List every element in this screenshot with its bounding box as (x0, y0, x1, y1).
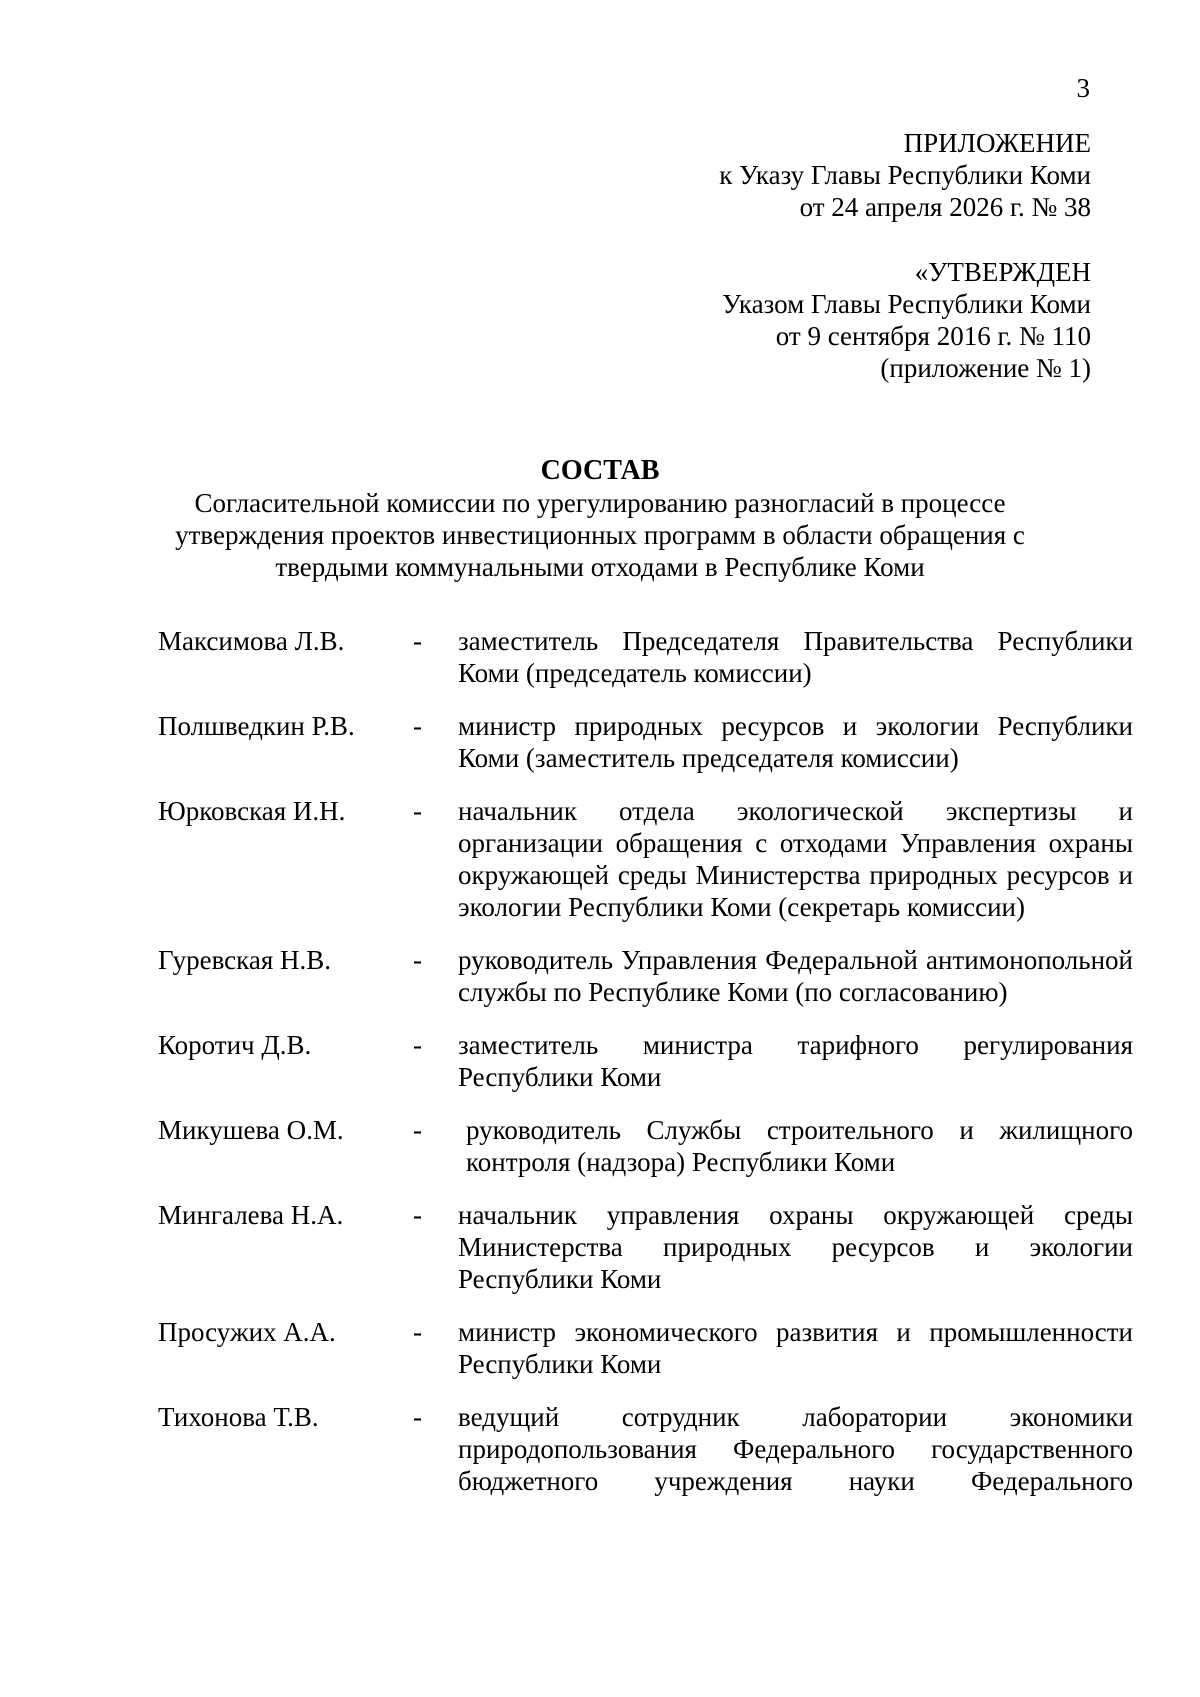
member-row (158, 1114, 1133, 1178)
member-row (158, 710, 1133, 774)
document-title (100, 455, 1100, 583)
member-row (158, 1401, 1133, 1497)
member-dash: - (413, 1200, 422, 1230)
member-row (158, 795, 1133, 923)
member-row (158, 1199, 1133, 1295)
member-dash: - (413, 1030, 422, 1060)
appendix-decree-ref: к Указу Главы Республики Коми (719, 160, 1091, 190)
member-role: начальник управления охраны окружающей среды Министерства природных ресурсов и экологии Республики Коми (458, 1200, 1133, 1294)
member-dash: - (413, 945, 422, 975)
member-name: Юрковская И.Н. (158, 796, 346, 826)
member-name: Мингалева Н.А. (158, 1200, 344, 1230)
member-role: министр природных ресурсов и экологии Республики Коми (заместитель председателя комиссии) (458, 711, 1133, 773)
member-role: заместитель министра тарифного регулирования Республики Коми (458, 1030, 1133, 1092)
member-row (158, 1029, 1133, 1093)
title-main: СОСТАВ (540, 455, 660, 486)
member-dash: - (413, 711, 422, 741)
member-role: руководитель Службы строительного и жилищного контроля (надзора) Республики Коми (466, 1115, 1133, 1177)
appendix-header (719, 127, 1091, 223)
approved-decree-date: от 9 сентября 2016 г. № 110 (775, 321, 1091, 351)
member-dash: - (413, 1115, 422, 1145)
appendix-title: ПРИЛОЖЕНИЕ (903, 128, 1091, 158)
member-role: министр экономического развития и промышленности Республики Коми (458, 1317, 1133, 1379)
title-line-2: утверждения проектов инвестиционных программ в области обращения с (175, 520, 1025, 550)
member-row (158, 625, 1133, 689)
approved-decree-ref: Указом Главы Республики Коми (722, 289, 1091, 319)
member-row (158, 1316, 1133, 1380)
member-name: Тихонова Т.В. (158, 1402, 319, 1432)
member-role: руководитель Управления Федеральной антимонопольной службы по Республике Коми (по согласованию) (458, 945, 1133, 1007)
member-name: Полшведкин Р.В. (158, 711, 355, 741)
member-row (158, 944, 1133, 1008)
approved-title: «УТВЕРЖДЕН (914, 257, 1091, 287)
member-dash: - (413, 1317, 422, 1347)
title-line-3: твердыми коммунальными отходами в Республике Коми (275, 552, 925, 582)
member-name: Просужих А.А. (158, 1317, 336, 1347)
members-list (158, 625, 1133, 1518)
member-name: Микушева О.М. (158, 1115, 344, 1145)
member-name: Гуревская Н.В. (158, 945, 332, 975)
member-role: начальник отдела экологической экспертизы и организации обращения с отходами Управления охраны окружающей среды Министерства природных ресурсов и экологии Республики Коми (секретарь комиссии) (458, 796, 1133, 922)
member-role: ведущий сотрудник лаборатории экономики природопользования Федерального государственного бюджетного учреждения науки Федерального (458, 1402, 1133, 1496)
member-dash: - (413, 796, 422, 826)
member-role: заместитель Председателя Правительства Республики Коми (председатель комиссии) (458, 626, 1133, 688)
member-name: Коротич Д.В. (158, 1030, 312, 1060)
approved-appendix-number: (приложение № 1) (880, 353, 1091, 383)
approved-header (722, 256, 1091, 384)
member-dash: - (413, 626, 422, 656)
page-number: 3 (1076, 73, 1090, 103)
member-name: Максимова Л.В. (158, 626, 345, 656)
appendix-decree-date: от 24 апреля 2026 г. № 38 (799, 192, 1091, 222)
member-dash: - (413, 1402, 422, 1432)
title-line-1: Согласительной комиссии по урегулированию разногласий в процессе (194, 488, 1006, 518)
